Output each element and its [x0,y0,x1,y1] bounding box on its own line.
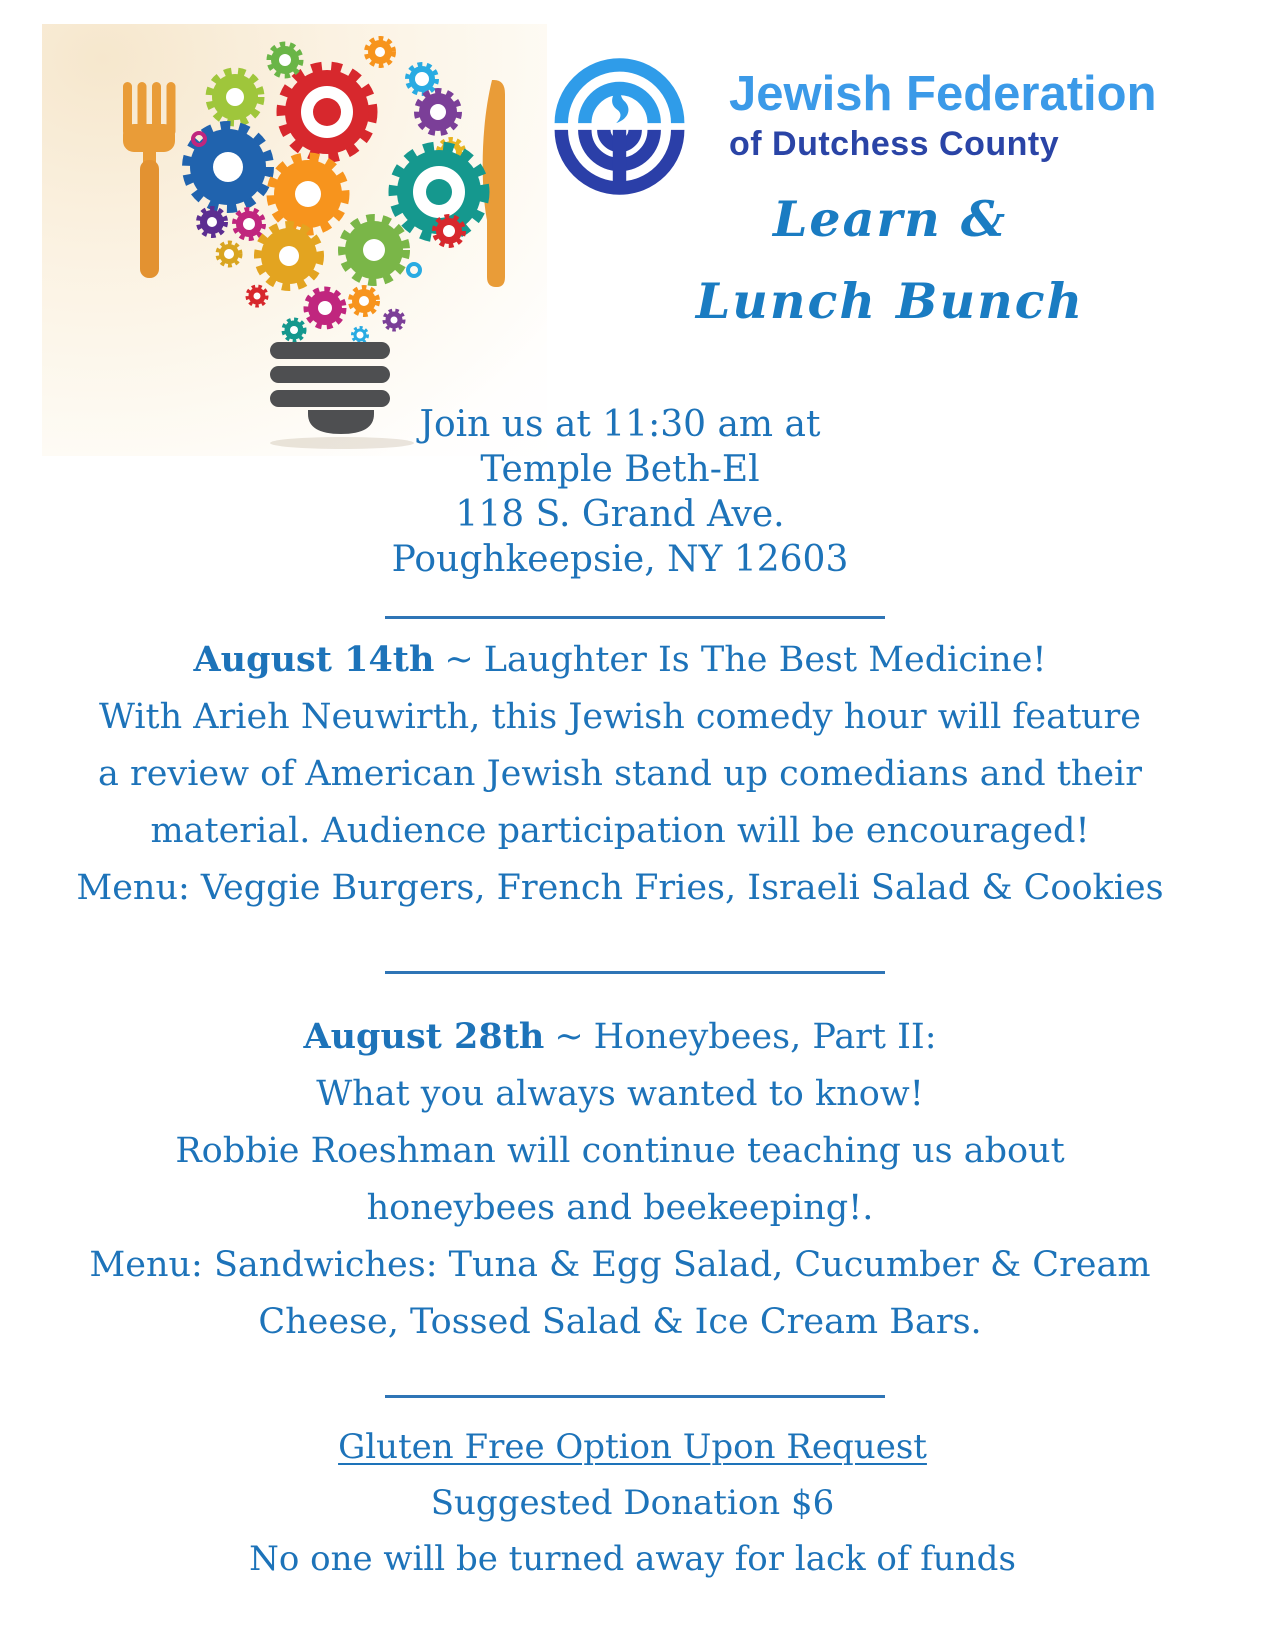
location-line: 118 S. Grand Ave. [455,494,785,535]
session-date: August 14th [193,639,435,680]
session-august-28 [35,1008,1205,1351]
inclusion-note: No one will be turned away for lack of funds [249,1539,1016,1579]
section-divider [385,971,885,974]
program-title-line1: Learn & [772,190,1008,248]
session-description-line: With Arieh Neuwirth, this Jewish comedy hour will feature [98,697,1142,737]
session-description-line: Robbie Roeshman will continue teaching us about [175,1131,1065,1171]
session-menu-line: Menu: Veggie Burgers, French Fries, Israeli Salad & Cookies [76,868,1164,908]
session-topic: Honeybees, Part II: [593,1017,937,1057]
organization-logo [552,56,1157,197]
session-separator: ~ [554,1017,584,1057]
organization-name: Jewish Federation [729,67,1157,121]
program-title-line2: Lunch Bunch [695,272,1085,330]
menorah-logo-icon [552,56,687,197]
organization-name-block [729,56,1157,164]
session-topic: Laughter Is The Best Medicine! [483,640,1047,680]
location-line: Temple Beth-El [480,449,760,490]
section-divider [385,1395,885,1398]
fork-icon [123,82,176,278]
hero-illustration [42,24,547,456]
session-separator: ~ [444,640,474,680]
session-description-line: What you always wanted to know! [316,1074,924,1114]
session-august-14 [35,631,1205,917]
location-line: Join us at 11:30 am at [419,404,821,445]
organization-region: of Dutchess County [729,125,1060,163]
session-description-line: material. Audience participation will be encouraged! [150,811,1090,851]
session-heading [35,1008,1205,1066]
knife-icon [483,80,505,287]
fork-knife-gears-lightbulb-illustration [42,24,547,456]
session-menu-line: Menu: Sandwiches: Tuna & Egg Salad, Cucumber & Cream [89,1245,1151,1285]
session-menu-line: Cheese, Tossed Salad & Ice Cream Bars. [258,1302,982,1342]
gluten-free-note: Gluten Free Option Upon Request [338,1427,927,1467]
session-description-line: honeybees and beekeeping!. [366,1188,874,1228]
gear-lightbulb-icon [188,39,483,342]
session-date: August 28th [303,1016,545,1057]
session-heading [35,631,1205,689]
location-line: Poughkeepsie, NY 12603 [391,539,849,580]
section-divider [385,616,885,619]
flyer-footer [35,1419,1230,1587]
event-location [35,402,1205,582]
program-title [570,188,1210,332]
donation-note: Suggested Donation $6 [430,1483,835,1523]
session-description-line: a review of American Jewish stand up comedians and their [97,754,1142,794]
